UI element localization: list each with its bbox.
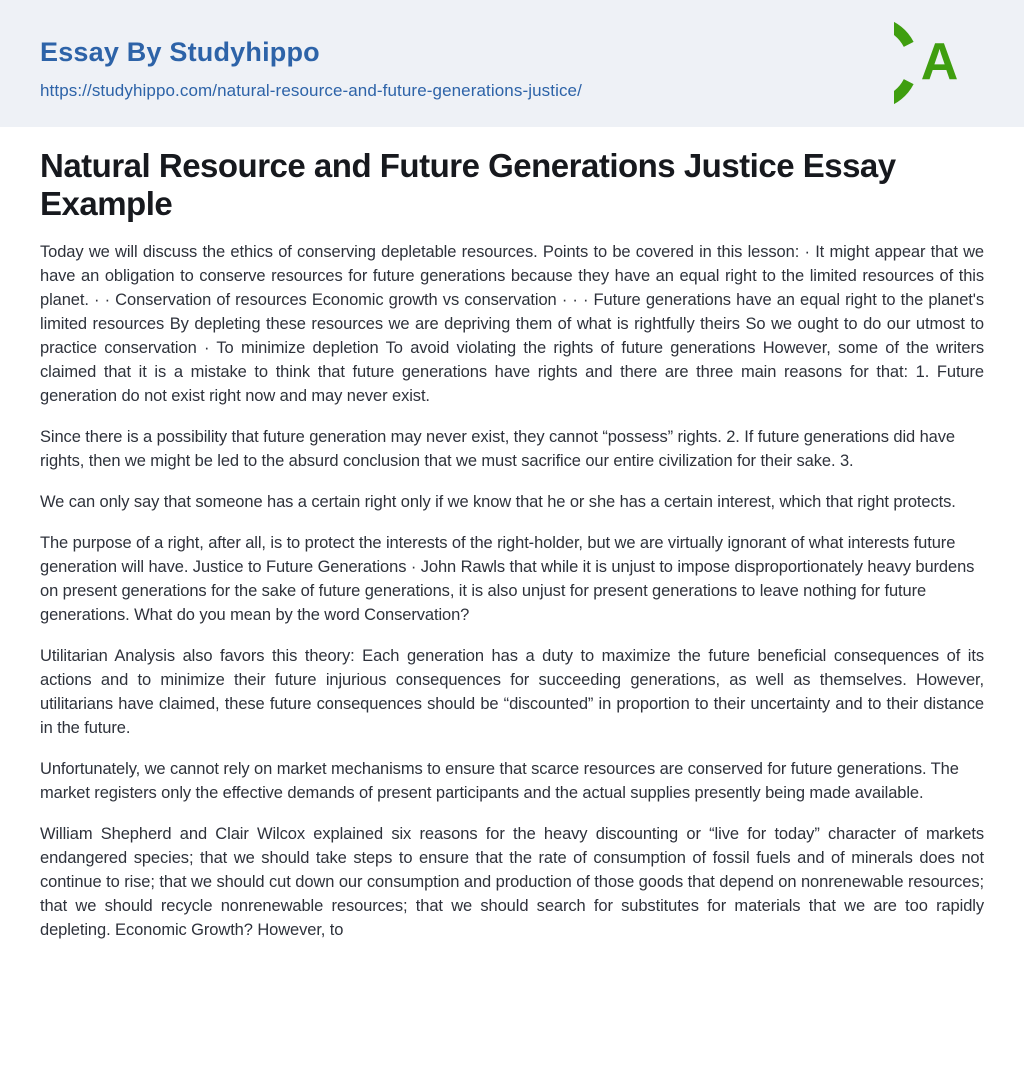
- paragraph-2: Since there is a possibility that future generation may never exist, they cannot “possess” rights. 2. If future generations did have rights, then we might be led to the absurd conclusion that we must sacrifice our entire civilization for their sake. 3.: [40, 428, 955, 470]
- paragraph-7: William Shepherd and Clair Wilcox explained six reasons for the heavy discounting or “live for today” character of markets endangered species; that we should take steps to ensure that the rate of consumption of fossil fuels and of minerals does not continue to rise; that we should cut down our consumption and production of those goods that depend on nonrenewable resources; that we should recycle nonrenewable resources; that we should search for substitutes for materials that we are too rapidly depleting. Economic Growth? However, to: [40, 825, 984, 939]
- article-content: [0, 127, 1024, 942]
- paragraph-3: We can only say that someone has a certain right only if we know that he or she has a certain interest, which that right protects.: [40, 493, 956, 511]
- paragraph-5: Utilitarian Analysis also favors this theory: Each generation has a duty to maximize the future beneficial consequences of its actions and to minimize their future injurious consequences for succeeding generations, as well as themselves. However, utilitarians have claimed, these future consequences should be “discounted” in proportion to their uncertainty and to their distance in the future.: [40, 647, 984, 737]
- site-label: Essay By Studyhippo: [40, 37, 320, 67]
- paragraph-1: Today we will discuss the ethics of conserving depletable resources. Points to be covered in this lesson: · It might appear that we have an obligation to conserve resources for future generations because they have an equal right to the limited resources of this planet. · · Conservation of resources Economic growth vs conservation · · · Future generations have an equal right to the planet's limited resources By depleting these resources we are depriving them of what is rightfully theirs So we ought to do our utmost to practice conservation · To minimize depletion To avoid violating the rights of future generations However, some of the writers claimed that it is a mistake to think that future generations have rights and there are three main reasons for that: 1. Future generation do not exist right now and may never exist.: [40, 243, 984, 405]
- page-header: [0, 0, 1024, 127]
- page-url-link[interactable]: https://studyhippo.com/natural-resource-and-future-generations-justice/: [40, 81, 582, 101]
- paragraph-6: Unfortunately, we cannot rely on market mechanisms to ensure that scarce resources are conserved for future generations. The market registers only the effective demands of present participants and the actual supplies presently being made available.: [40, 760, 959, 802]
- article-title: Natural Resource and Future Generations Justice Essay Example: [40, 147, 896, 222]
- logo-letter: A: [920, 32, 959, 91]
- studyhippo-logo: [894, 13, 994, 113]
- paragraph-4: The purpose of a right, after all, is to protect the interests of the right-holder, but we are virtually ignorant of what interests future generation will have. Justice to Future Generations · John Rawls that while it is unjust to impose disproportionately heavy burdens on present generations for the sake of future generations, it is also unjust for present generations to leave nothing for future generations. What do you mean by the word Conservation?: [40, 534, 975, 624]
